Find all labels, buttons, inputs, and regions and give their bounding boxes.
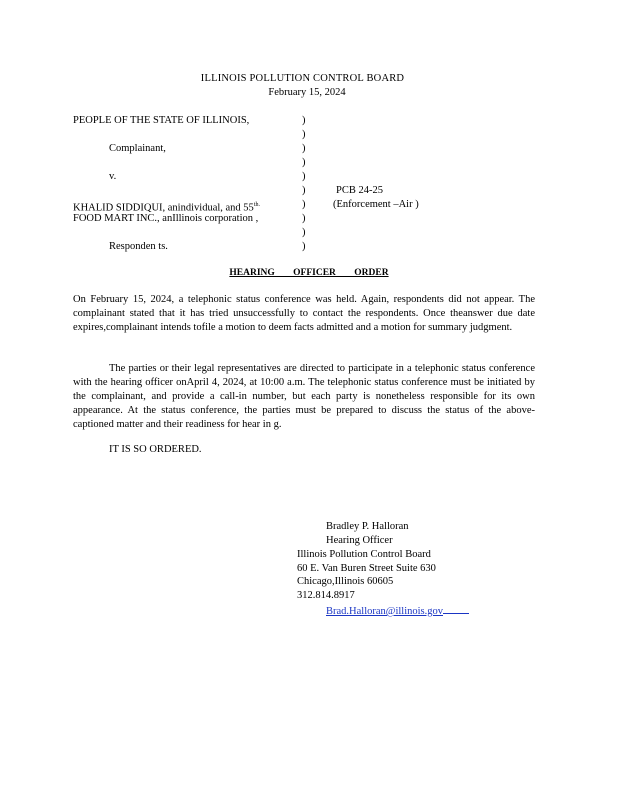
paren: ) — [302, 241, 306, 252]
order-date: February 15, 2024 — [268, 87, 346, 98]
paren: ) — [302, 227, 306, 238]
signer-title: Hearing Officer — [326, 535, 393, 546]
agency-title: ILLINOIS POLLUTION CONTROL BOARD — [200, 73, 405, 84]
paragraph-status: On February 15, 2024, a telephonic status conference was held. Again, respondents did not appear. The complainant stated that it has tried unsuccessfully to contact the respondents. Once theanswer due date expires,complainant intends tofile a motion to deem facts admitted and a motion for summary judgment. — [73, 294, 535, 333]
signer-phone: 312.814.8917 — [297, 590, 355, 601]
so-ordered: IT IS SO ORDERED. — [109, 444, 202, 455]
plaintiff-name: PEOPLE OF THE STATE OF ILLINOIS, — [73, 115, 250, 126]
paragraph-directive: The parties or their legal representatives are directed to participate in a telephonic status conference with the hearing officer onApril 4, 2024, at 10:00 a.m. The telephonic status conference must be initiated by the complainant, and provide a call-in number, but each party is nonetheless responsible for its own appearance. At the status conference, the parties must be prepared to discuss the status of the above- captioned matter and their readiness for hear in g. — [73, 363, 535, 430]
defendant-superscript: th. — [253, 202, 260, 208]
paren: ) — [302, 185, 306, 196]
versus-label: v. — [109, 171, 117, 182]
signer-agency: Illinois Pollution Control Board — [297, 549, 431, 560]
caption-paren-column — [302, 114, 312, 254]
respondent-label: Responden ts. — [109, 241, 168, 252]
paren: ) — [302, 143, 306, 154]
complainant-label: Complainant, — [109, 143, 166, 154]
case-number: PCB 24-25 — [336, 185, 383, 196]
email-link-text[interactable]: Brad.Halloran@illinois.gov — [326, 606, 443, 617]
signer-email-link[interactable] — [326, 603, 461, 619]
signer-address: 60 E. Van Buren Street Suite 630 — [297, 563, 436, 574]
order-heading: HEARING OFFICER ORDER — [229, 268, 389, 278]
email-underline-tail — [443, 603, 469, 614]
paren: ) — [302, 129, 306, 140]
paren: ) — [302, 213, 306, 224]
case-type: (Enforcement –Air ) — [333, 199, 419, 210]
signer-city: Chicago,Illinois 60605 — [297, 576, 394, 587]
paren: ) — [302, 157, 306, 168]
defendant-line-2: FOOD MART INC., anIllinois corporation , — [73, 213, 259, 224]
paren: ) — [302, 199, 306, 210]
defendant-name: KHALID SIDDIQUI, anindividual, and 55 — [73, 202, 254, 214]
signer-name: Bradley P. Halloran — [326, 521, 409, 532]
paren: ) — [302, 171, 306, 182]
paren: ) — [302, 115, 306, 126]
